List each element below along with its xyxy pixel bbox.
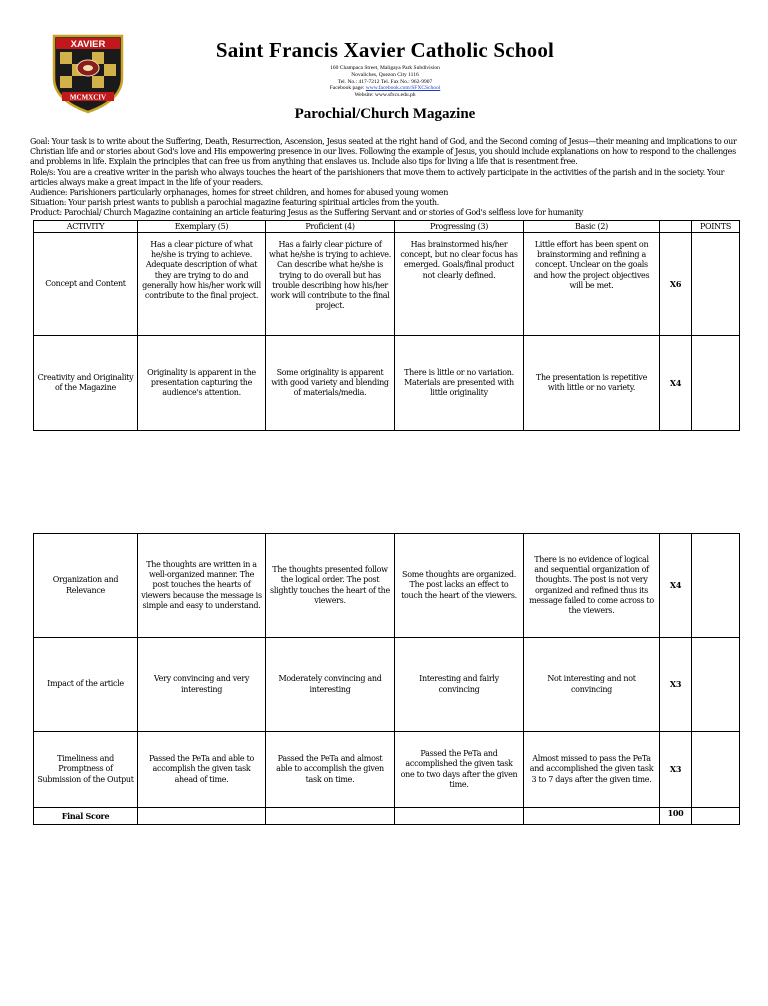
magazine-title: Parochial/Church Magazine [294, 106, 476, 122]
header-multiplier [660, 221, 692, 233]
table-row [34, 534, 740, 638]
facebook-label: Facebook page: [329, 85, 365, 92]
table-row [34, 336, 740, 431]
proficient-cell: Has a fairly clear picture of what he/she is trying to achieve. Can describe what he/she is trying to do overall but has trouble describing how his/her work will contribute to the final project. [266, 233, 395, 336]
situation-text: Situation: Your parish priest wants to publish a parochial magazine featuring spiritual articles from the youth. [30, 198, 439, 208]
logo-text-top: XAVIER [70, 39, 106, 50]
points-cell[interactable] [692, 233, 740, 336]
multiplier-cell: X6 [660, 233, 692, 336]
activity-cell: Impact of the article [34, 638, 138, 732]
product-text: Product: Parochial/ Church Magazine containing an article featuring Jesus as the Suffering Servant and or stories of God's selfless love for humanity [30, 208, 584, 218]
proficient-cell: Passed the PeTa and almost able to accomplish the given task on time. [266, 732, 395, 808]
progressing-cell: Passed the PeTa and accomplished the given task one to two days after the given time. [395, 732, 524, 808]
header-exemplary: Exemplary (5) [138, 221, 266, 233]
progressing-cell: There is little or no variation. Materials are presented with little originality [395, 336, 524, 431]
proficient-cell: The thoughts presented follow the logical order. The post slightly touches the heart of the viewers. [266, 534, 395, 638]
school-name: Saint Francis Xavier Catholic School [215, 38, 555, 62]
table-row [34, 233, 740, 336]
multiplier-cell: X3 [660, 638, 692, 732]
table-row [34, 732, 740, 808]
empty-cell [395, 808, 524, 825]
rubric-table-part-1 [33, 220, 740, 431]
basic-cell: Not interesting and not convincing [524, 638, 660, 732]
progressing-cell: Interesting and fairly convincing [395, 638, 524, 732]
exemplary-cell: Very convincing and very interesting [138, 638, 266, 732]
basic-cell: There is no evidence of logical and sequential organization of thoughts. The post is not very organized and refined thus its message failed to come across to the viewers. [524, 534, 660, 638]
rubric-table-part-2 [33, 533, 740, 825]
proficient-cell: Some originality is apparent with good variety and blending of materials/media. [266, 336, 395, 431]
final-score-points[interactable] [692, 808, 740, 825]
final-score-label: Final Score [34, 808, 138, 825]
audience-text: Audience: Parishioners particularly orphanages, homes for street children, and homes for abused young women [30, 188, 448, 198]
table-header-row [34, 221, 740, 233]
school-address [150, 65, 620, 99]
role-text: Role/s: You are a creative writer in the parish who always touches the heart of the parishioners that move them to actively participate in the activities of the parish and in the society. Your articles always make a great impact in the life of your readers. [30, 167, 725, 187]
points-cell[interactable] [692, 534, 740, 638]
goal-text: Goal: Your task is to write about the Suffering, Death, Resurrection, Ascension, Jesus seated at the right hand of God, and the Second coming of Jesus—their meaning and implications to our Christian life and or stories about God's love and His empowering presence in our lives. Following the example of Jesus, you should include explanations on how to respond to the challenges and problems in life. Explain the principles that can free us from anything that enslaves us. Include also tips for living a life that is resentment free. [30, 137, 737, 167]
progressing-cell: Has brainstormed his/her concept, but no clear focus has emerged. Goals/final product not clearly defined. [395, 233, 524, 336]
empty-cell [266, 808, 395, 825]
facebook-link[interactable]: www.facebook.com/SFXCSchool [365, 85, 441, 92]
header-basic: Basic (2) [524, 221, 660, 233]
final-score-row [34, 808, 740, 825]
header-progressing: Progressing (3) [395, 221, 524, 233]
exemplary-cell: The thoughts are written in a well-organized manner. The post touches the hearts of viewers because the message is simple and easy to understand. [138, 534, 266, 638]
logo-text-bottom: MCMXCIV [69, 93, 107, 102]
activity-cell: Timeliness and Promptness of Submission of the Output [34, 732, 138, 808]
header-activity: ACTIVITY [34, 221, 138, 233]
proficient-cell: Moderately convincing and interesting [266, 638, 395, 732]
task-description [30, 137, 740, 219]
points-cell[interactable] [692, 732, 740, 808]
activity-cell: Concept and Content [34, 233, 138, 336]
exemplary-cell: Has a clear picture of what he/she is trying to achieve. Adequate description of what they are trying to do and generally how his/her work will contribute to the final project. [138, 233, 266, 336]
exemplary-cell: Originality is apparent in the presentation capturing the audience's attention. [138, 336, 266, 431]
progressing-cell: Some thoughts are organized. The post lacks an effect to touch the heart of the viewers. [395, 534, 524, 638]
points-cell[interactable] [692, 638, 740, 732]
school-logo [52, 34, 124, 114]
empty-cell [524, 808, 660, 825]
multiplier-cell: X4 [660, 534, 692, 638]
basic-cell: Almost missed to pass the PeTa and accomplished the given task 3 to 7 days after the given time. [524, 732, 660, 808]
address-line: Tel. No.: 417-7212 Tel. Fax No.: 962-9907 [337, 78, 433, 85]
points-cell[interactable] [692, 336, 740, 431]
table-row [34, 638, 740, 732]
multiplier-cell: X3 [660, 732, 692, 808]
activity-cell: Organization and Relevance [34, 534, 138, 638]
activity-cell: Creativity and Originality of the Magazine [34, 336, 138, 431]
address-line: 160 Champaca Street, Maligaya Park Subdivision [330, 65, 440, 71]
final-score-total: 100 [660, 808, 692, 825]
header-proficient: Proficient (4) [266, 221, 395, 233]
basic-cell: The presentation is repetitive with little or no variety. [524, 336, 660, 431]
address-line: Novaliches, Quezon City 1116 [351, 71, 419, 78]
basic-cell: Little effort has been spent on brainstorming and refining a concept. Unclear on the goals and how the project objectives will be met. [524, 233, 660, 336]
empty-cell [138, 808, 266, 825]
exemplary-cell: Passed the PeTa and able to accomplish the given task ahead of time. [138, 732, 266, 808]
header-points: POINTS [692, 221, 740, 233]
multiplier-cell: X4 [660, 336, 692, 431]
website-line: Website: www.sfxcs.edu.ph [354, 92, 416, 99]
